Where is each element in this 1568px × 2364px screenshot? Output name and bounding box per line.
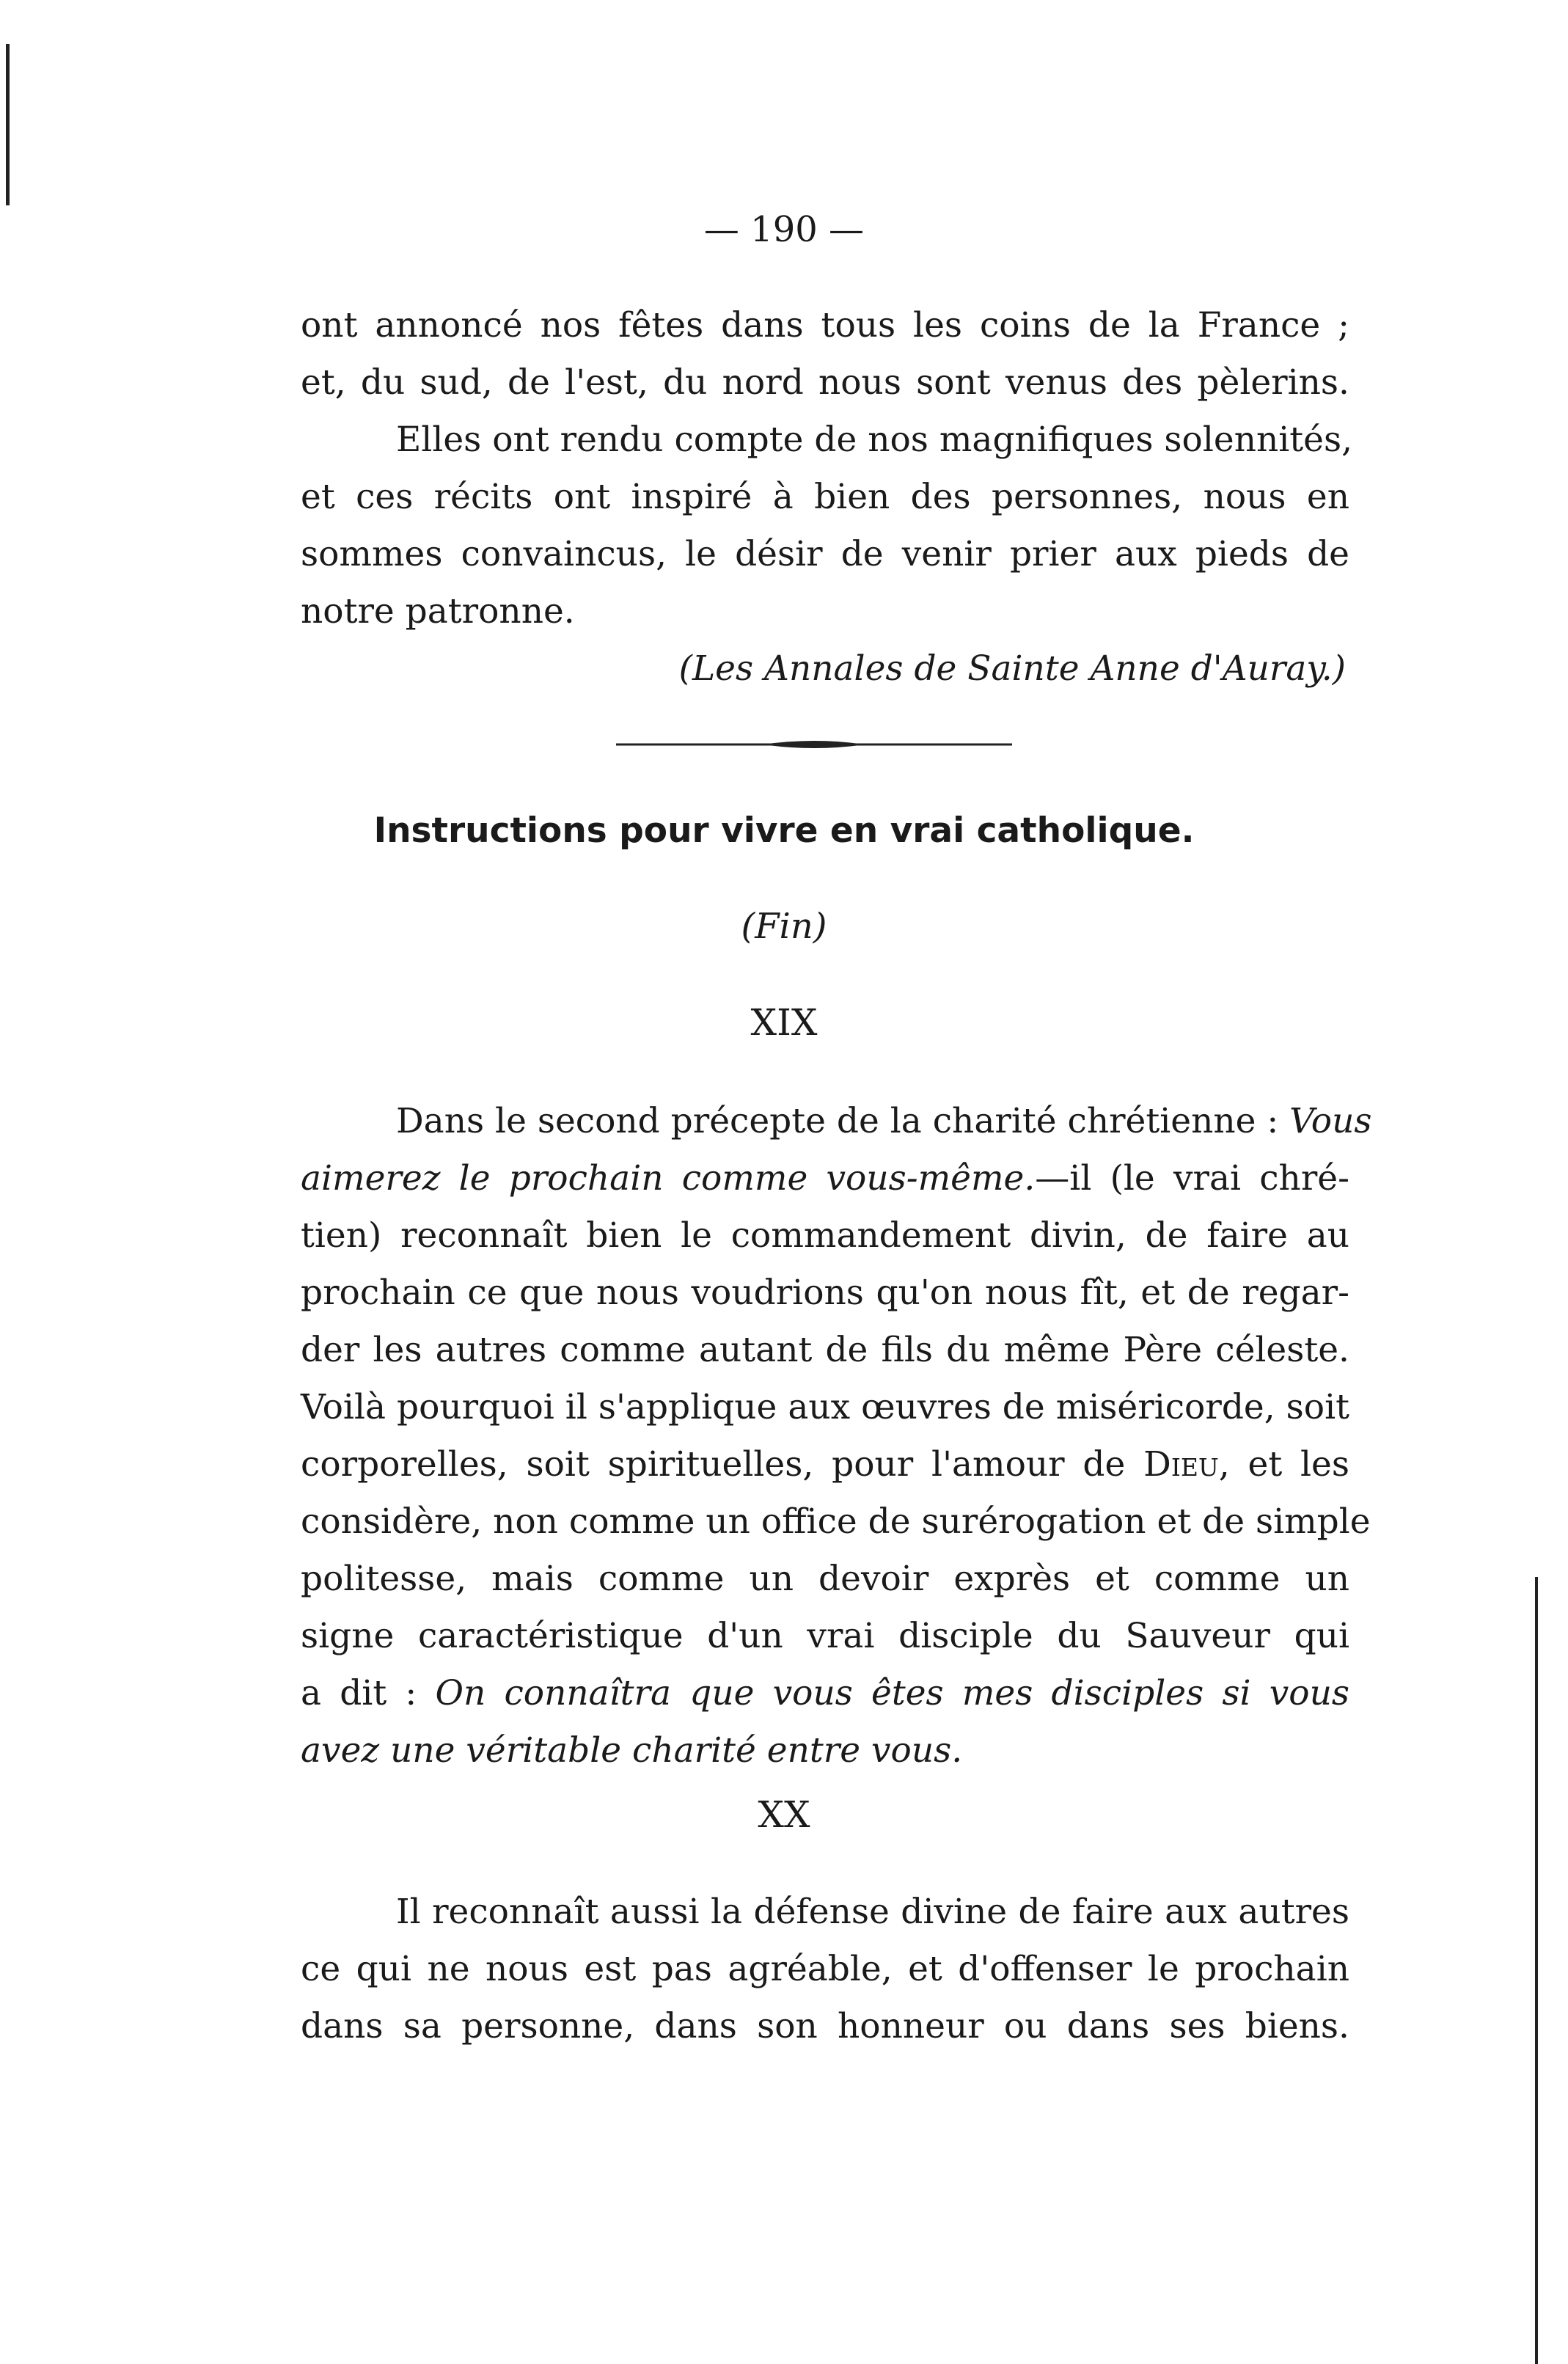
text-line: considère, non comme un office de surérogation et de simple — [301, 1501, 1371, 1542]
text-line: Elles ont rendu compte de nos magnifiques solennités, — [396, 420, 1353, 460]
page-number: — 190 — — [703, 209, 865, 250]
text-line: notre patronne. — [301, 591, 575, 632]
text-line: et ces récits ont inspiré à bien des personnes, nous en — [301, 477, 1349, 517]
paragraph-festivals — [301, 297, 1353, 698]
text-line: a dit : On connaîtra que vous êtes mes disciples si vous — [301, 1673, 1349, 1713]
text-line: politesse, mais comme un devoir exprès et comme un — [301, 1559, 1349, 1599]
article-subheading: (Fin) — [741, 906, 827, 947]
text-line: Voilà pourquoi il s'applique aux œuvres de miséricorde, soit — [301, 1387, 1349, 1427]
text-line: Dans le second précepte de la charité chrétienne : Vous — [396, 1101, 1372, 1141]
text-line: der les autres comme autant de fils du même Père céleste. — [301, 1330, 1349, 1370]
text-line: et, du sud, de l'est, du nord nous sont venus des pèlerins. — [301, 362, 1349, 403]
section-divider-ornament — [616, 737, 1012, 752]
scan-edge-mark — [6, 44, 10, 205]
article-heading: Instructions pour vivre en vrai catholique. — [373, 810, 1195, 851]
scan-edge-mark — [1535, 1577, 1538, 2364]
source-citation: (Les Annales de Sainte Anne d'Auray.) — [678, 648, 1346, 689]
paragraph-xix — [301, 1093, 1372, 1779]
section-numeral-xx: XX — [758, 1793, 810, 1836]
text-line: aimerez le prochain comme vous-même.—il (le vrai chré- — [301, 1158, 1349, 1199]
text-line: Il reconnaît aussi la défense divine de faire aux autres — [396, 1892, 1349, 1932]
section-numeral-xix: XIX — [750, 1001, 818, 1044]
text-line: corporelles, soit spirituelles, pour l'amour de Dieu, et les — [301, 1444, 1349, 1485]
text-line: prochain ce que nous voudrions qu'on nous fît, et de regar- — [301, 1273, 1349, 1313]
text-line: ce qui ne nous est pas agréable, et d'offenser le prochain — [301, 1949, 1349, 1989]
paragraph-xx — [301, 1884, 1349, 2055]
text-line: signe caractéristique d'un vrai disciple du Sauveur qui — [301, 1616, 1349, 1656]
text-line: tien) reconnaît bien le commandement divin, de faire au — [301, 1215, 1349, 1256]
text-line: sommes convaincus, le désir de venir prier aux pieds de — [301, 534, 1349, 574]
text-line: avez une véritable charité entre vous. — [301, 1730, 963, 1771]
text-line: dans sa personne, dans son honneur ou dans ses biens. — [301, 2006, 1349, 2046]
text-line: ont annoncé nos fêtes dans tous les coins de la France ; — [301, 305, 1349, 345]
